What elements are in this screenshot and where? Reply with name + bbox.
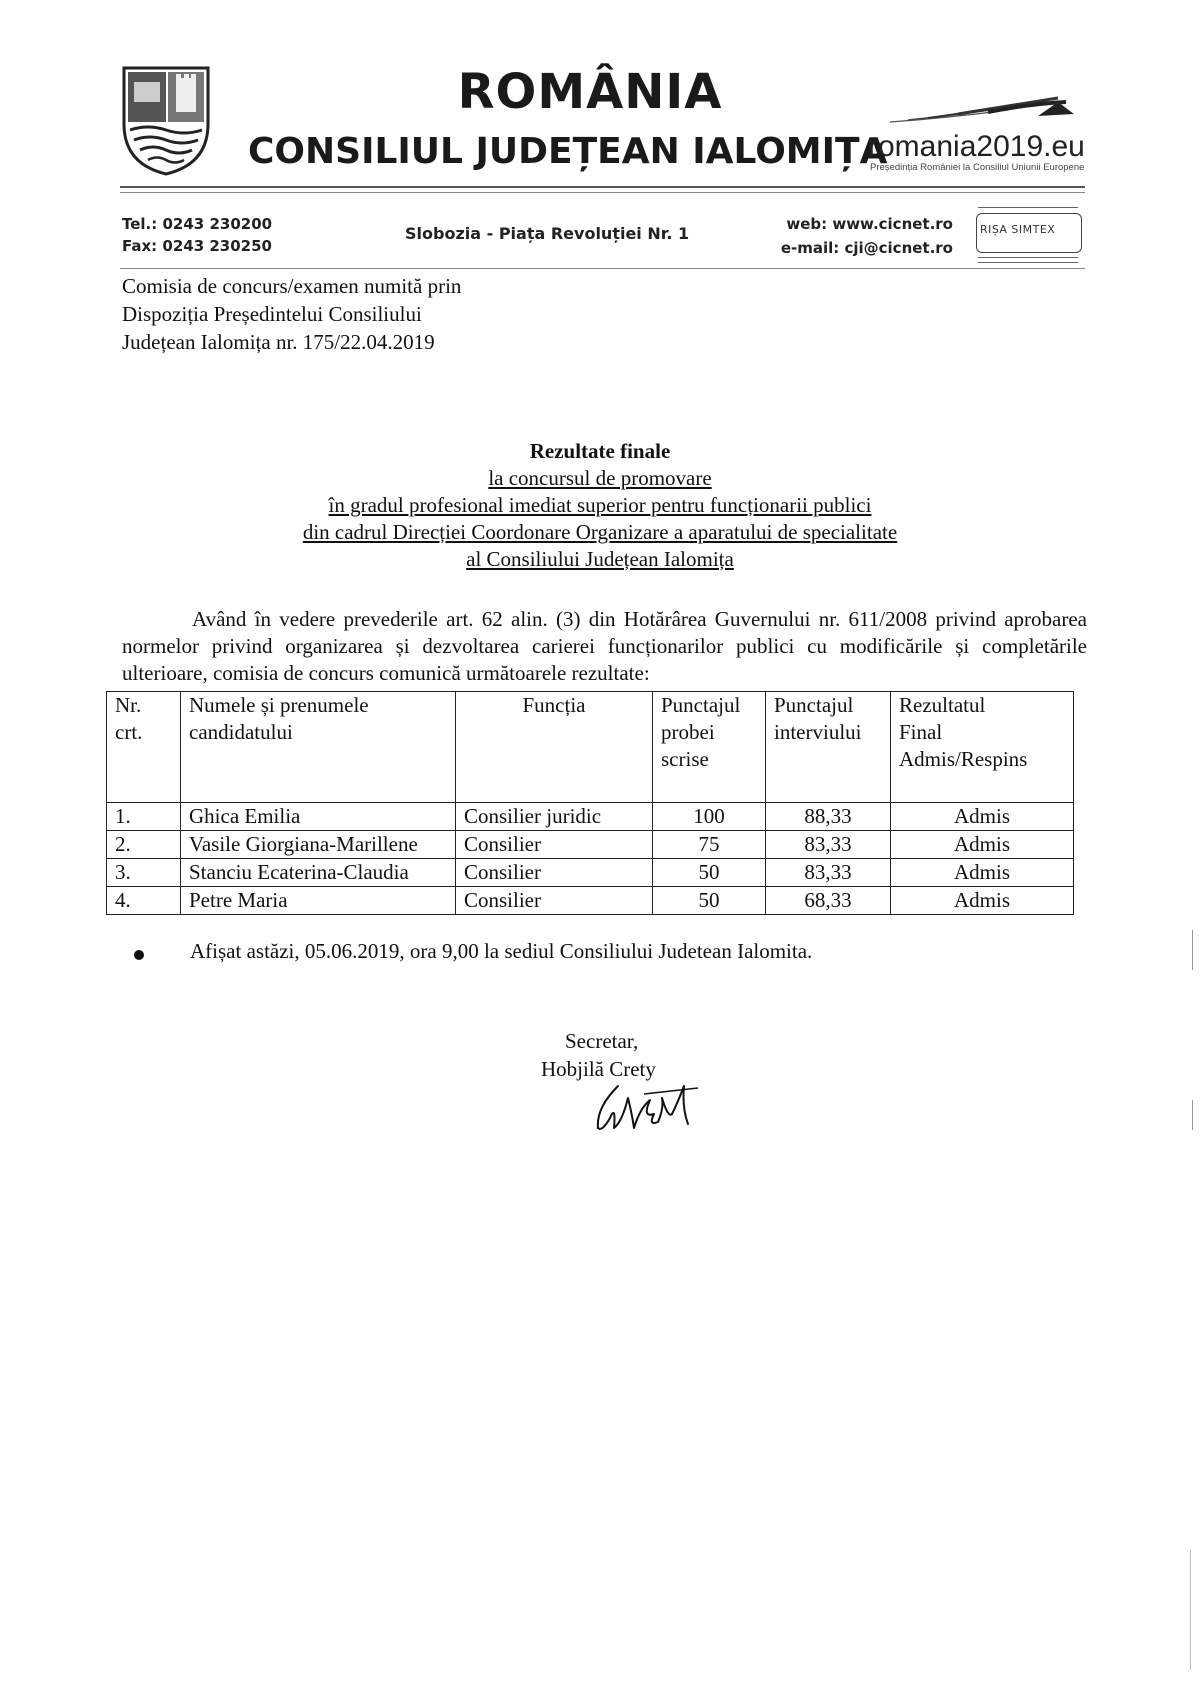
cell-nr: 2.	[107, 831, 181, 859]
commission-block	[122, 272, 461, 356]
cell-nr: 4.	[107, 887, 181, 915]
cell-result: Admis	[891, 803, 1074, 831]
title-line	[0, 519, 1200, 546]
title-line	[0, 465, 1200, 492]
cell-interview: 88,33	[766, 803, 891, 831]
commission-line: Comisia de concurs/examen numită prin	[122, 274, 462, 298]
header-text: Final	[899, 720, 943, 744]
header-text: interviului	[774, 720, 862, 744]
cell-written: 50	[653, 887, 766, 915]
title-line	[0, 546, 1200, 573]
cert-line	[978, 207, 1078, 208]
header-text: Funcția	[522, 693, 586, 717]
scan-mark	[1192, 930, 1193, 970]
results-title: Rezultate finale	[529, 439, 671, 463]
cell-result: Admis	[891, 859, 1074, 887]
cell-result: Admis	[891, 887, 1074, 915]
scan-mark	[1190, 1550, 1191, 1670]
body-paragraph: Având în vedere prevederile art. 62 alin. (3) din Hotărârea Guvernului nr. 611/2008 privind aprobarea normelor privind organizarea și dezvoltarea carierei funcționarilor publici cu modificările și completările ulterioare, comisia de concurs comunică următoarele rezultate:	[122, 607, 1087, 685]
email-address: e-mail: cji@cicnet.ro	[780, 239, 953, 257]
table-row	[107, 831, 1074, 859]
table-row	[107, 887, 1074, 915]
contact-divider	[120, 268, 1085, 269]
title-line-text: al Consiliului Județean Ialomița	[466, 547, 734, 571]
web-address: web: www.cicnet.ro	[786, 215, 953, 233]
col-header-nr	[107, 692, 181, 803]
table-header-row	[107, 692, 1074, 803]
phone-number: Tel.: 0243 230200	[122, 215, 273, 233]
col-header-written	[653, 692, 766, 803]
header-text: crt.	[115, 720, 143, 744]
council-title: CONSILIUL JUDEȚEAN IALOMIȚA	[248, 131, 888, 172]
header-text: Punctajul	[661, 693, 741, 717]
cert-line	[978, 262, 1078, 263]
eu-presidency-site: romania2019.eu	[868, 130, 1085, 163]
title-line-text: în gradul profesional imediat superior pentru funcționarii publici	[328, 493, 872, 517]
header-text: Numele și prenumele	[189, 693, 369, 717]
col-header-name	[181, 692, 456, 803]
col-header-interview	[766, 692, 891, 803]
cell-function: Consilier	[456, 859, 653, 887]
contact-phone-fax	[122, 213, 272, 257]
commission-line: Dispoziția Președintelui Consiliului	[122, 302, 422, 326]
signatory-role: Secretar,	[565, 1029, 639, 1053]
header-text: Punctajul	[774, 693, 854, 717]
cell-interview: 68,33	[766, 887, 891, 915]
cert-label: RIȘA SIMTEX	[980, 223, 1056, 236]
col-header-result	[891, 692, 1074, 803]
cell-nr: 3.	[107, 859, 181, 887]
cell-name: Ghica Emilia	[181, 803, 456, 831]
header-text: Nr.	[115, 693, 142, 717]
cell-name: Vasile Giorgiana-Marillene	[181, 831, 456, 859]
results-table	[106, 691, 1074, 915]
header-text: Rezultatul	[899, 693, 986, 717]
signatory-name: Hobjilă Crety	[541, 1057, 656, 1081]
cell-function: Consilier	[456, 831, 653, 859]
coat-of-arms-icon	[120, 64, 212, 176]
header-text: scrise	[661, 747, 709, 771]
cert-line	[978, 257, 1078, 258]
cell-interview: 83,33	[766, 859, 891, 887]
cell-name: Stanciu Ecaterina-Claudia	[181, 859, 456, 887]
certification-logo	[976, 205, 1083, 265]
title-line-text: la concursul de promovare	[488, 466, 712, 490]
header-text: Admis/Respins	[899, 747, 1028, 771]
posted-note: Afișat astăzi, 05.06.2019, ora 9,00 la sediul Consiliului Judetean Ialomita.	[190, 939, 813, 963]
eu-presidency-subtitle: Președinția României la Consiliul Uniunii Europene	[870, 162, 1085, 173]
table-row	[107, 859, 1074, 887]
results-heading	[0, 438, 1200, 465]
cell-written: 50	[653, 859, 766, 887]
bullet-icon	[134, 950, 144, 960]
scan-mark	[1192, 1100, 1193, 1130]
cell-result: Admis	[891, 831, 1074, 859]
country-title: ROMÂNIA	[457, 64, 723, 120]
header-text: probei	[661, 720, 715, 744]
cell-interview: 83,33	[766, 831, 891, 859]
cell-name: Petre Maria	[181, 887, 456, 915]
fax-number: Fax: 0243 230250	[122, 237, 272, 255]
header-text: candidatului	[189, 720, 293, 744]
header-divider	[120, 186, 1085, 188]
cell-function: Consilier juridic	[456, 803, 653, 831]
handwritten-signature-icon	[588, 1078, 708, 1134]
cell-function: Consilier	[456, 887, 653, 915]
eu-presidency-logo-icon	[888, 92, 1078, 130]
address: Slobozia - Piața Revoluției Nr. 1	[405, 224, 690, 243]
title-line-text: din cadrul Direcției Coordonare Organizare a aparatului de specialitate	[302, 520, 898, 544]
cell-written: 100	[653, 803, 766, 831]
header-divider-thin	[120, 192, 1085, 193]
cell-nr: 1.	[107, 803, 181, 831]
title-line	[0, 492, 1200, 519]
commission-line: Județean Ialomița nr. 175/22.04.2019	[122, 330, 435, 354]
col-header-function	[456, 692, 653, 803]
cell-written: 75	[653, 831, 766, 859]
table-row	[107, 803, 1074, 831]
contact-web-email	[768, 212, 953, 260]
